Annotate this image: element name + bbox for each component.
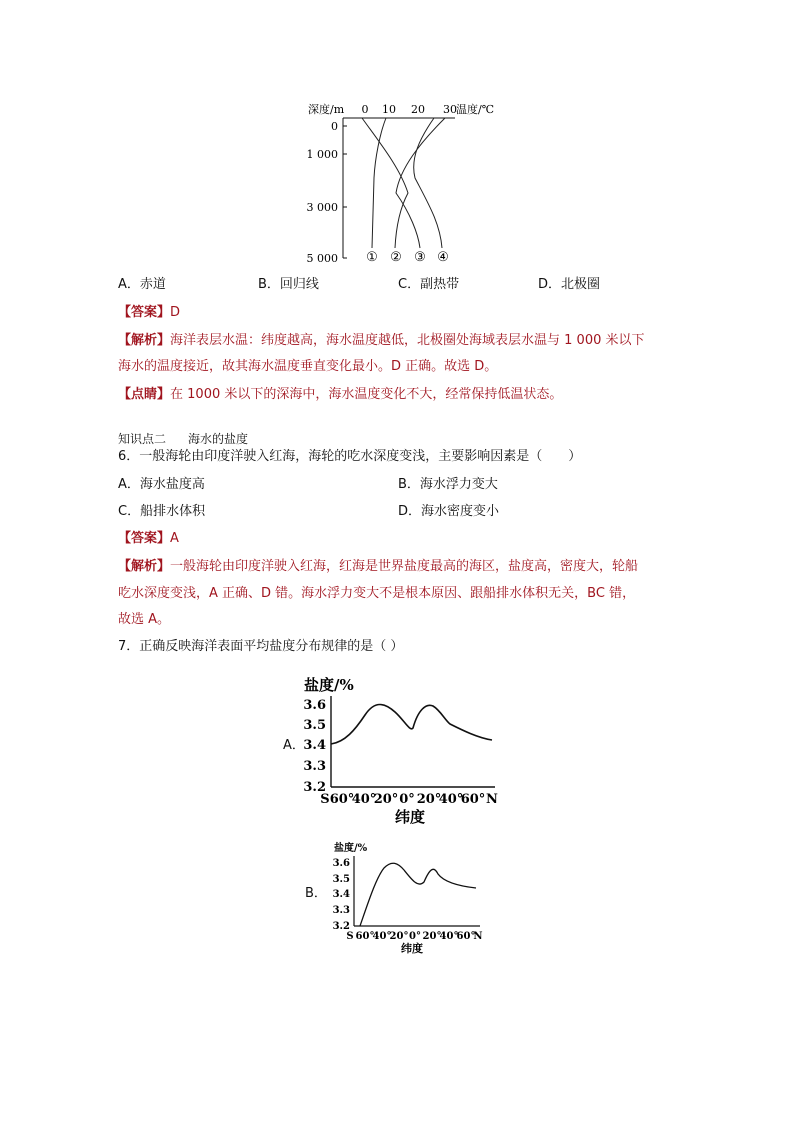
temperature-axis-label: 温度/℃ xyxy=(456,103,495,116)
q5-option-b: B．回归线 xyxy=(258,277,319,292)
chart-a-ytick-32: 3.2 xyxy=(303,780,326,795)
chart-b-xtick-s60: 60° xyxy=(355,931,375,942)
chart-a-xtick-0: 0° xyxy=(399,792,415,807)
chart-a-ylabel: 盐度/% xyxy=(304,676,354,694)
salinity-chart-a xyxy=(300,670,510,830)
chart-b-ytick-35: 3.5 xyxy=(332,874,350,885)
x-tick-30: 30 xyxy=(443,103,457,116)
chart-b-xtick-n: N xyxy=(473,931,483,942)
q7-option-a-label: A． xyxy=(283,738,305,753)
q6-analysis-text-1: 一般海轮由印度洋驶入红海，红海是世界盐度最高的海区，盐度高，密度大，轮船 xyxy=(170,559,639,574)
q6-option-a: A．海水盐度高 xyxy=(118,477,205,492)
chart-a-xtick-n40: 40° xyxy=(438,792,464,807)
chart-a-xtick-n20: 20° xyxy=(416,792,442,807)
chart-a-ytick-34: 3.4 xyxy=(303,738,326,753)
q6-option-b: B．海水浮力变大 xyxy=(398,477,498,492)
q5-option-a: A．赤道 xyxy=(118,277,166,292)
section-heading xyxy=(118,430,248,448)
chart-b-xtick-0: 0° xyxy=(409,931,421,942)
chart-a-ytick-33: 3.3 xyxy=(303,759,326,774)
curve-label-4: ④ xyxy=(437,250,449,265)
curve-label-2: ② xyxy=(390,250,402,265)
chart-b-xtick-s40: 40° xyxy=(372,931,392,942)
chart-a-xtick-n: N xyxy=(486,792,498,807)
chart-b-xtick-s20: 20° xyxy=(389,931,409,942)
chart-b-ytick-32: 3.2 xyxy=(332,921,350,932)
chart-b-ytick-36: 3.6 xyxy=(332,858,350,869)
y-tick-3000: 3 000 xyxy=(306,201,338,214)
q5-analysis-tag: 【解析】 xyxy=(118,333,171,348)
curve-label-3: ③ xyxy=(414,250,426,265)
y-tick-0: 0 xyxy=(331,120,338,133)
q6-analysis-line-2: 吃水深度变浅，A 正确、D 错。海水浮力变大不是根本原因、跟船排水体积无关，BC 错， xyxy=(118,586,636,601)
chart-b-ylabel: 盐度/% xyxy=(334,843,368,854)
q6-answer-value: A xyxy=(170,531,179,546)
q6-answer-tag: 【答案】 xyxy=(118,531,171,546)
y-tick-5000: 5 000 xyxy=(306,252,338,265)
chart-b-ytick-33: 3.3 xyxy=(332,905,350,916)
q7-question: 7．正确反映海洋表面平均盐度分布规律的是（ ） xyxy=(118,639,404,654)
chart-b-salinity-curve xyxy=(360,863,476,926)
chart-a-xtick-s40: 40° xyxy=(351,792,377,807)
q6-answer xyxy=(118,530,179,548)
q6-option-c: C．船排水体积 xyxy=(118,504,206,519)
curve-1 xyxy=(372,118,386,248)
q5-answer-tag: 【答案】 xyxy=(118,305,171,320)
q5-note xyxy=(118,386,562,404)
q6-analysis-line-1 xyxy=(118,558,638,576)
chart-a-xlabel: 纬度 xyxy=(394,808,426,826)
q6-analysis-line-3: 故选 A。 xyxy=(118,612,171,627)
section-label: 知识点二 xyxy=(118,432,167,446)
q5-analysis-text-1: 海洋表层水温：纬度越高，海水温度越低，北极圈处海域表层水温与 1 000 米以下 xyxy=(170,333,645,348)
x-tick-20: 20 xyxy=(411,103,425,116)
chart-a-xtick-n60: 60° xyxy=(460,792,486,807)
chart-b-xlabel: 纬度 xyxy=(401,942,423,955)
q5-answer xyxy=(118,304,180,322)
chart-a-xtick-s: S xyxy=(320,792,330,807)
chart-b-ytick-34: 3.4 xyxy=(332,889,350,900)
q5-option-d: D．北极圈 xyxy=(538,277,601,292)
q5-analysis-line-1 xyxy=(118,332,645,350)
curve-label-1: ① xyxy=(366,250,378,265)
q6-question: 6．一般海轮由印度洋驶入红海，海轮的吃水深度变浅，主要影响因素是（ ） xyxy=(118,449,582,464)
chart-a-xtick-s60: 60° xyxy=(329,792,355,807)
x-tick-10: 10 xyxy=(382,103,396,116)
q6-analysis-tag: 【解析】 xyxy=(118,559,171,574)
x-tick-0: 0 xyxy=(361,103,369,116)
y-tick-1000: 1 000 xyxy=(306,148,338,161)
curve-2 xyxy=(362,118,408,248)
q7-option-b-label: B． xyxy=(305,886,327,901)
chart-a-ytick-35: 3.5 xyxy=(303,718,326,733)
chart-b-xtick-n60: 60° xyxy=(456,931,476,942)
chart-a-xtick-s20: 20° xyxy=(373,792,399,807)
q6-option-d: D．海水密度变小 xyxy=(398,504,500,519)
chart-a-ytick-36: 3.6 xyxy=(303,698,326,713)
q5-answer-value: D xyxy=(170,305,181,320)
q5-note-text: 在 1000 米以下的深海中，海水温度变化不大，经常保持低温状态。 xyxy=(170,387,563,402)
q5-note-tag: 【点睛】 xyxy=(118,387,171,402)
q5-option-c: C．副热带 xyxy=(398,277,460,292)
q5-analysis-line-2: 海水的温度接近，故其海水温度垂直变化最小。D 正确。故选 D。 xyxy=(118,359,498,374)
depth-axis-label: 深度/m xyxy=(308,103,345,116)
temperature-depth-figure xyxy=(300,98,495,270)
curve-3 xyxy=(396,118,445,248)
chart-b-xtick-n40: 40° xyxy=(439,931,459,942)
chart-a-salinity-curve xyxy=(331,705,492,745)
curve-4 xyxy=(414,118,442,248)
chart-b-xtick-n20: 20° xyxy=(422,931,442,942)
chart-b-xtick-s: S xyxy=(346,931,354,942)
section-title: 海水的盐度 xyxy=(188,432,249,446)
salinity-chart-b xyxy=(320,838,495,958)
